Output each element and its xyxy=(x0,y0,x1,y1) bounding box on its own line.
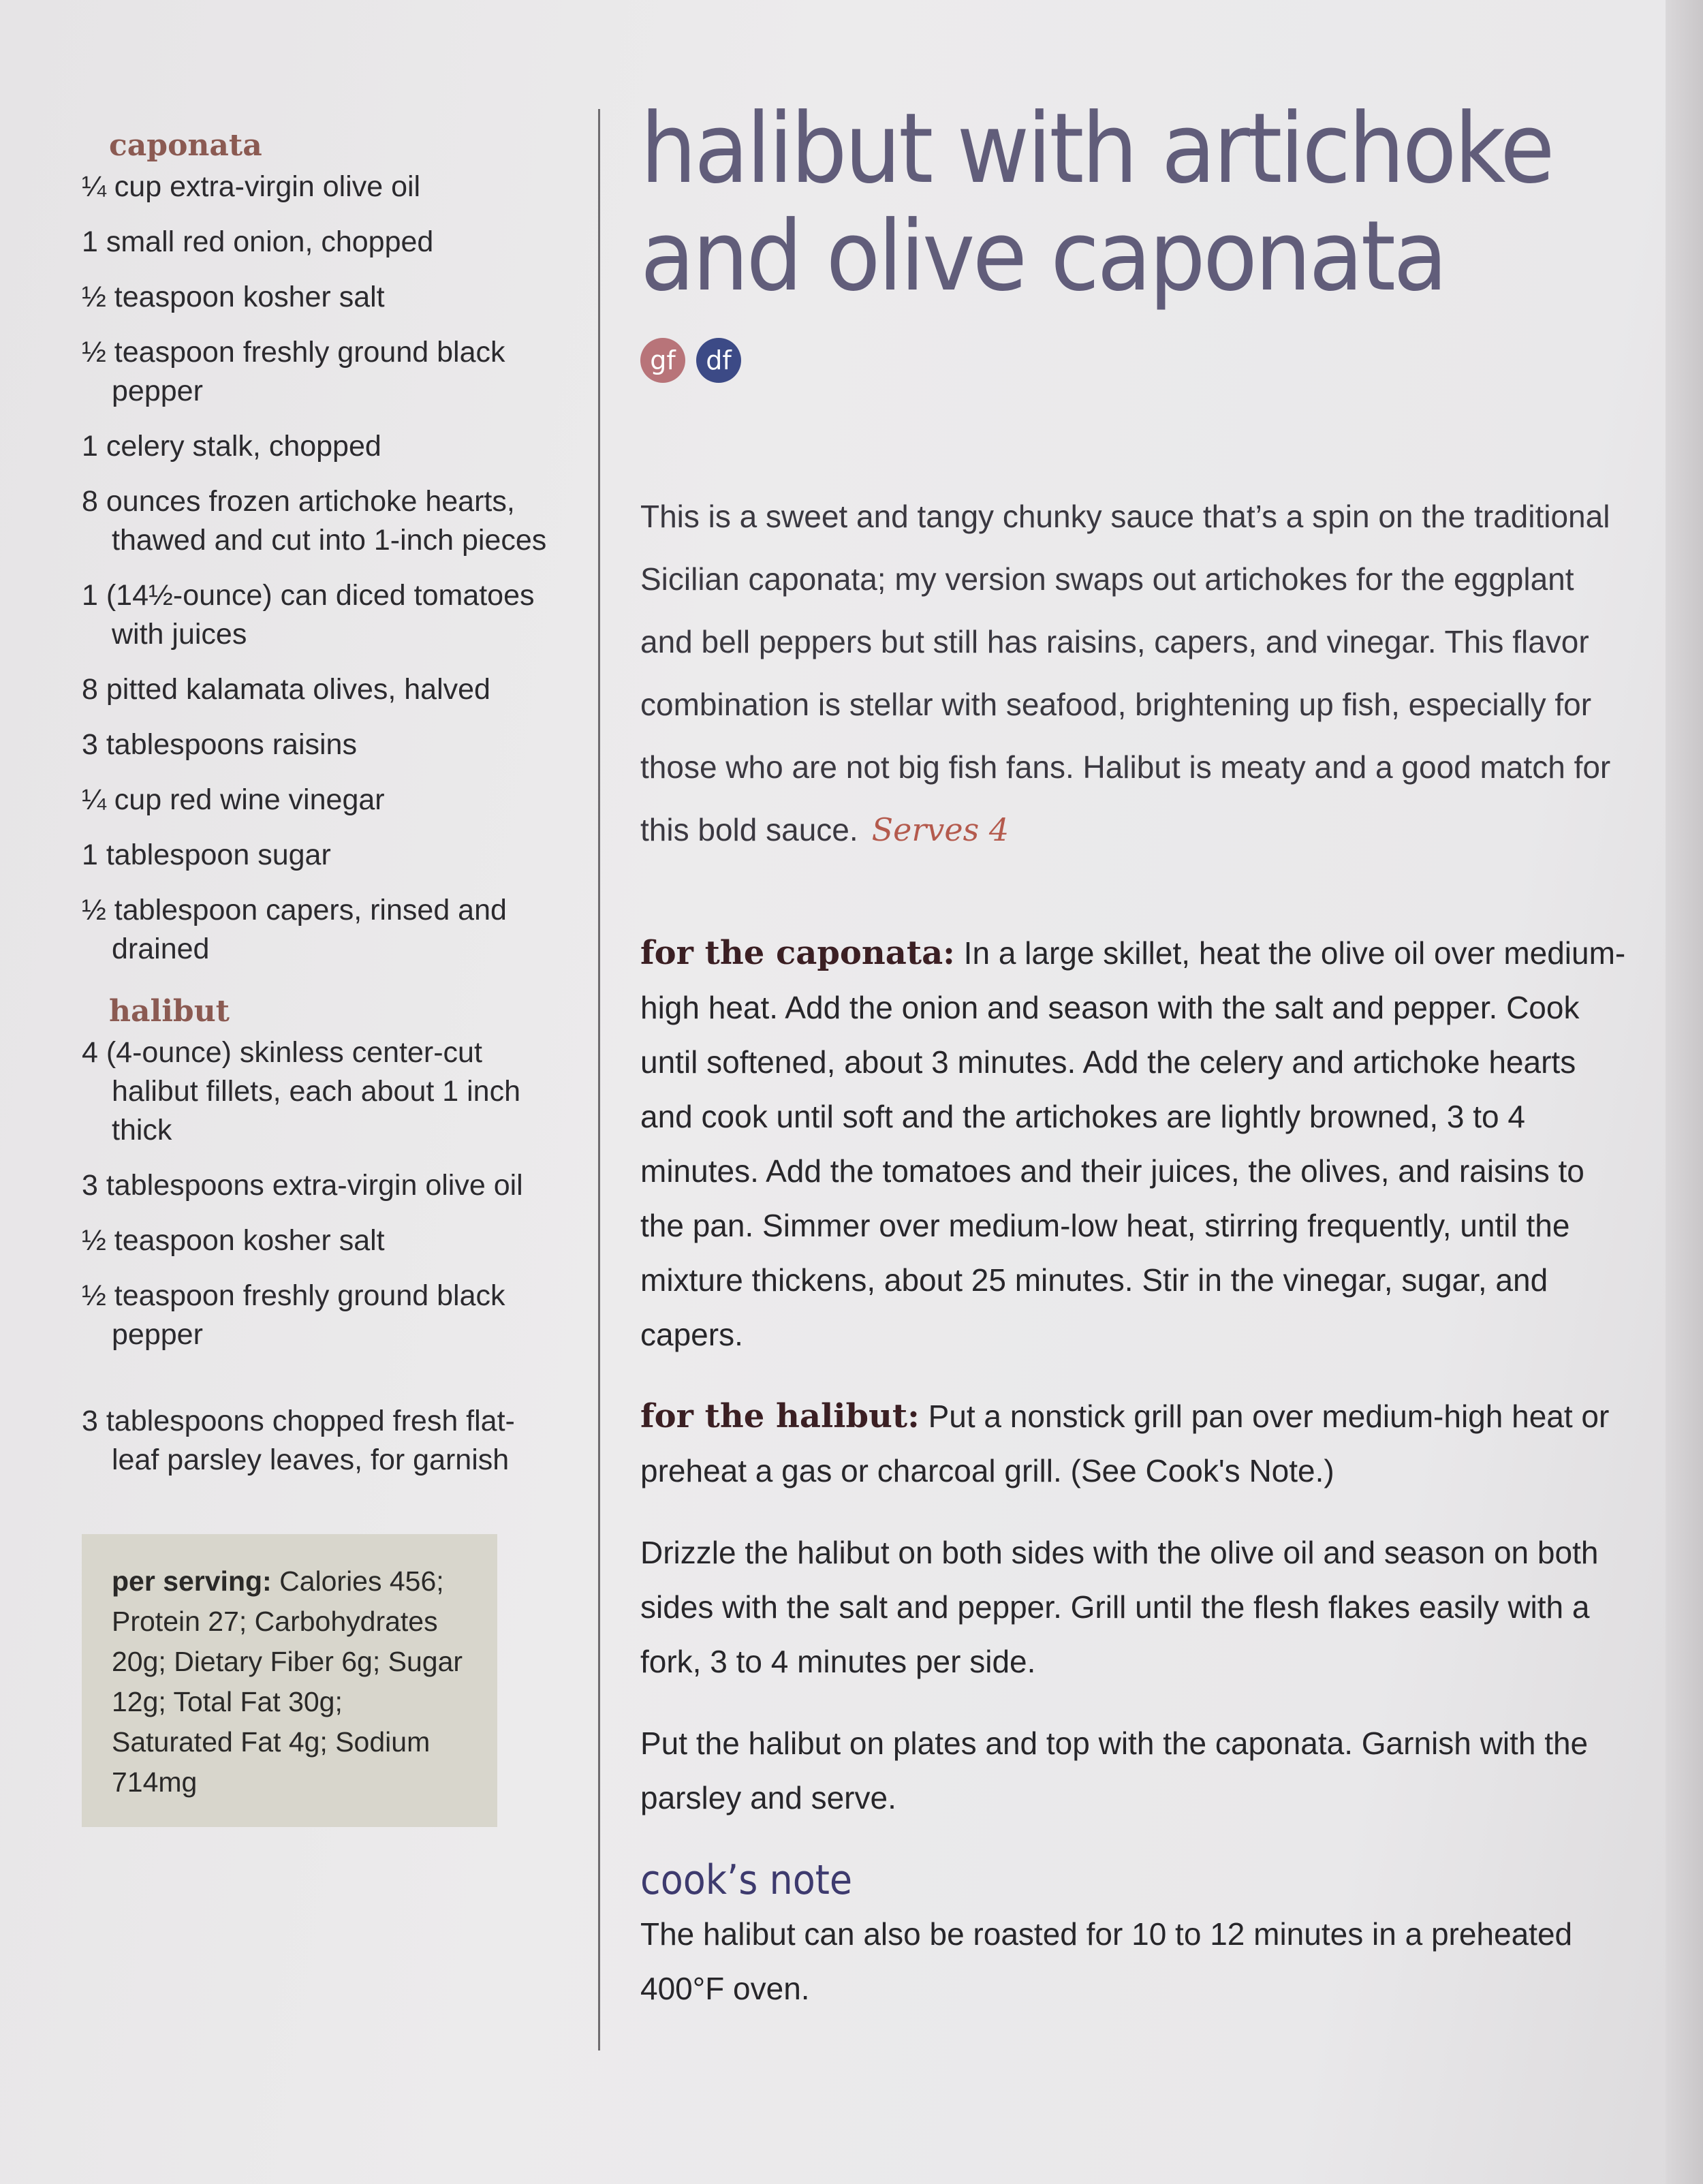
ingredient-item: ½ teaspoon kosher salt xyxy=(82,1224,385,1257)
dairy-free-badge-icon: df xyxy=(696,338,741,383)
ingredient-item: ½ teaspoon kosher salt xyxy=(82,281,385,313)
serve-step: Put the halibut on plates and top with the caponata. Garnish with the parsley and serve. xyxy=(640,1726,1589,1815)
halibut-ingredients-list xyxy=(82,1033,559,1480)
nutrition-label: per serving: xyxy=(112,1565,272,1597)
diet-badges xyxy=(640,338,1655,383)
gluten-free-badge-icon: gf xyxy=(640,338,685,383)
ingredient-item: 8 pitted kalamata olives, halved xyxy=(82,673,490,706)
intro-text: This is a sweet and tangy chunky sauce that’s a spin on the traditional Sicilian caponata; my version swaps out artichokes for the eggplant and bell peppers but still has raisins, capers, and vinegar. This flavor combination is stellar with seafood, brightening up fish, especially for those who are not big fish fans. Halibut is meaty and a good match for this bold sauce. xyxy=(640,499,1611,847)
caponata-ingredients-list xyxy=(82,168,559,969)
ingredient-item: 1 celery stalk, chopped xyxy=(82,430,381,463)
recipe-column xyxy=(640,95,1655,2043)
ingredient-item: 1 small red onion, chopped xyxy=(82,225,434,258)
title-line-2: and olive caponata xyxy=(640,200,1446,313)
ingredient-item: 3 tablespoons extra-virgin olive oil xyxy=(82,1169,523,1202)
ingredient-item: ½ teaspoon freshly ground black pepper xyxy=(82,1279,505,1351)
nutrition-text: Calories 456; Protein 27; Carbohydrates 20g; Dietary Fiber 6g; Sugar 12g; Total Fat 30g; Saturated Fat 4g; Sodium 714mg xyxy=(112,1565,463,1798)
ingredient-item: ½ tablespoon capers, rinsed and drained xyxy=(82,894,507,965)
ingredient-item: ¼ cup red wine vinegar xyxy=(82,783,385,816)
caponata-directions xyxy=(640,926,1635,1362)
serves-note: Serves 4 xyxy=(871,811,1010,848)
ingredient-item: 1 tablespoon sugar xyxy=(82,839,331,871)
recipe-intro xyxy=(640,485,1635,861)
ingredient-item: 3 tablespoons raisins xyxy=(82,728,357,761)
column-divider xyxy=(598,109,600,2050)
cooks-note-heading: cook’s note xyxy=(640,1856,853,1904)
ingredient-item: 8 ounces frozen artichoke hearts, thawed and cut into 1-inch pieces xyxy=(82,485,547,557)
nutrition-box xyxy=(82,1534,497,1827)
caponata-ingredients-heading: caponata xyxy=(109,128,262,163)
ingredient-item: 4 (4-ounce) skinless center-cut halibut fillets, each about 1 inch thick xyxy=(82,1036,521,1146)
page-edge-shadow xyxy=(1666,0,1703,2184)
caponata-step-label: for the caponata: xyxy=(640,934,955,972)
halibut-ingredients-heading: halibut xyxy=(109,994,230,1029)
recipe-title xyxy=(640,95,1574,311)
grill-step: Drizzle the halibut on both sides with the olive oil and season on both sides with the salt and pepper. Grill until the flesh flakes easily with a fork, 3 to 4 minutes per side. xyxy=(640,1535,1599,1679)
ingredient-item: 1 (14½-ounce) can diced tomatoes with juices xyxy=(82,579,535,651)
ingredient-item: ½ teaspoon freshly ground black pepper xyxy=(82,336,505,407)
halibut-step-text: Put a nonstick grill pan over medium-high heat or preheat a gas or charcoal grill. (See Cook's Note.) xyxy=(640,1399,1610,1488)
title-line-1: halibut with artichoke xyxy=(640,93,1552,205)
halibut-directions xyxy=(640,1389,1635,1498)
caponata-step-text: In a large skillet, heat the olive oil over medium-high heat. Add the onion and season with the salt and pepper. Cook until softened, about 3 minutes. Add the celery and artichoke hearts and cook until soft and the artichokes are lightly browned, 3 to 4 minutes. Add the tomatoes and their juices, the olives, and raisins to the pan. Simmer over medium-low heat, stirring frequently, until the mixture thickens, about 25 minutes. Stir in the vinegar, sugar, and capers. xyxy=(640,935,1626,1352)
ingredient-item: ¼ cup extra-virgin olive oil xyxy=(82,170,421,203)
garnish-item: 3 tablespoons chopped fresh flat-leaf parsley leaves, for garnish xyxy=(82,1405,515,1476)
ingredients-column xyxy=(82,126,559,1827)
cooks-note-text: The halibut can also be roasted for 10 to 12 minutes in a preheated 400°F oven. xyxy=(640,1916,1573,2006)
halibut-step-label: for the halibut: xyxy=(640,1397,920,1435)
